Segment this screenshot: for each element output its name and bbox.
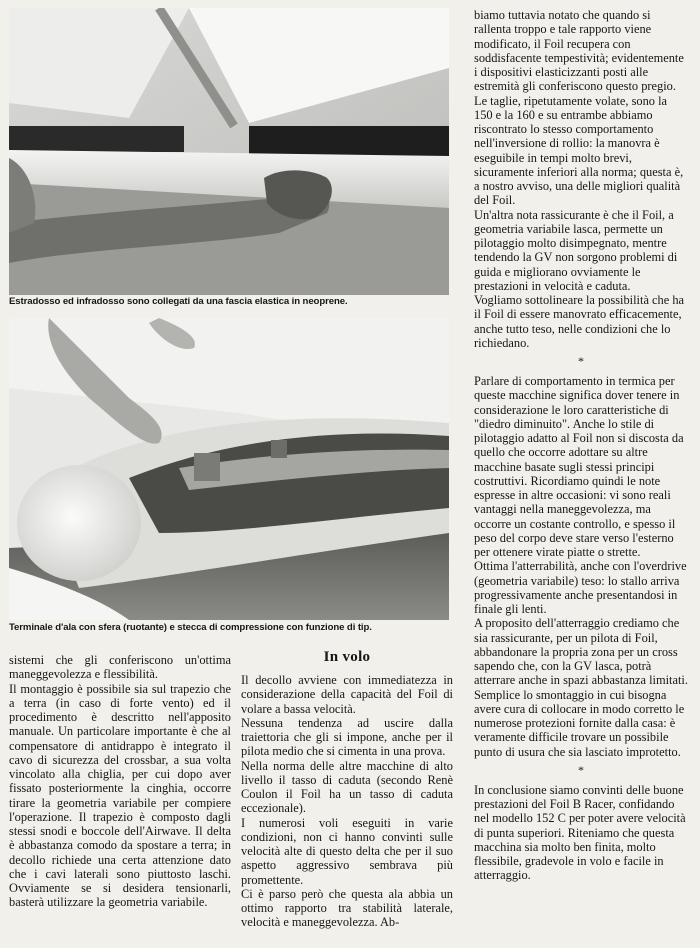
paragraph: Nella norma delle altre macchine di alto livello il tasso di caduta (secondo Renè Coulon il Foil ha un tasso di caduta eccezionale). (241, 758, 453, 816)
section-separator: * (578, 354, 584, 368)
photo-wing-tip-sphere (9, 318, 449, 620)
paragraph: A proposito dell'atterraggio crediamo che sia rassicurante, per un pilota di Foil, abbandonare la propria zona per un cross sapendo che, con la GV lasca, potrà atterrare anche in spazi abbastanza limitati. (474, 616, 688, 688)
section-heading: In volo (323, 649, 371, 665)
text-column-1 (9, 653, 231, 910)
text-column-2 (241, 648, 453, 930)
paragraph: In conclusione siamo convinti delle buone prestazioni del Foil B Racer, confidando nel modello 152 C per poter avere velocità di punta superiori. Riteniamo che questa macchina sia molto ben finita, molto flessibile, gradevole in volo e facile in atterraggio. (474, 782, 686, 883)
photo-caption-1: Estradosso ed infradosso sono collegati da una fascia elastica in neoprene. (9, 296, 348, 307)
paragraph: Nessuna tendenza ad uscire dalla traiettoria che gli si impone, anche per il pilota medio che si cimenta in una prova. (241, 715, 453, 759)
photo-caption-2: Terminale d'ala con sfera (ruotante) e stecca di compressione con funzione di tip. (9, 622, 372, 633)
paragraph: Le taglie, ripetutamente volate, sono la 150 e la 160 e su entrambe abbiamo riscontrato lo stesso comportamento nell'inversione di rollio: la manovra è eseguibile in tempi molto brevi, sicuramente inferiori alla norma; questa è, a nostro avviso, una delle migliori qualità del Foil. (474, 93, 684, 208)
paragraph: biamo tuttavia notato che quando si rallenta troppo e tale rapporto viene modificato, il Foil recupera con soddisfacente tempestività; evidentemente i dispositivi elasticizzanti posti alle estremità gli conferiscono questo pregio. (474, 8, 684, 94)
paragraph: Ci è parso però che questa ala abbia un ottimo rapporto tra stabilità laterale, velocità e maneggevolezza. Ab- (241, 886, 453, 930)
paragraph: Un'altra nota rassicurante è che il Foil, a geometria variabile lasca, permette un pilotaggio molto disimpegnato, mentre tendendo la GV non sorgono problemi di guida e migliorano ovviamente le prestazioni in velocità e caduta. (474, 207, 678, 293)
paragraph: Semplice lo smontaggio in cui bisogna avere cura di collocare in modo corretto le numerose protezioni fornite dalla casa: è veramente difficile trovare un possibile punto di usura che sia lasciato improtetto. (474, 687, 685, 759)
paragraph: Vogliamo sottolineare la possibilità che ha il Foil di essere manovrato efficacemente, anche tutto teso, nelle condizioni che lo richiedano. (474, 293, 685, 350)
paragraph: Parlare di comportamento in termica per queste macchine significa dover tenere in considerazione le loro caratteristiche di "diedro diminuito". Anche lo stile di pilotaggio adatto al Foil non si discosta da quello che occorre adottare su altre macchine basate sugli stessi principi costruttivi. Ricordiamo quindi le note espresse in altre occasioni: vi sono reali vantaggi nella maneggevolezza, ma occorre un costante controllo, e spesso il peso del corpo deve stare verso l'esterno per ottenere virate piatte o strette. (474, 374, 684, 559)
section-separator: * (578, 762, 584, 777)
paragraph: sistemi che gli conferiscono un'ottima maneggevolezza e flessibilità. (9, 653, 231, 682)
text-column-3 (474, 8, 688, 883)
paragraph: Ottima l'atterrabilità, anche con l'overdrive (geometria variabile) teso: lo stallo arriva progressivamente anche presentandosi in finale gli lenti. (474, 559, 687, 616)
paragraph: Il montaggio è possibile sia sul trapezio che a terra (in caso di forte vento) ed il procedimento è descritto nell'apposito manuale. Un particolare importante è che al compensatore di antidrappo è integrato il cavo di sicurezza del crossbar, a sua volta vincolato alla chiglia, per cui dopo aver fissato posteriormente la cinghia, occorre tirare la geometria variabile per compiere l'operazione. Il trapezio è composto dagli stessi snodi e boccole dell'Airwave. Il delta è abbastanza comodo da spostare a terra; in decollo richiede una certa attenzione dato che i cavi laterali sono piuttosto laschi. Ovviamente se si desidera tensionarli, basterà utilizzare la geometria variabile. (9, 681, 231, 910)
paragraph: Il decollo avviene con immediatezza in considerazione della capacità del Foil di volare a bassa velocità. (241, 673, 453, 716)
photo-wing-neoprene-band (9, 8, 449, 295)
paragraph: I numerosi voli eseguiti in varie condizioni, non ci hanno convinti sulle velocità alte di questo delta che per il suo aspetto aggressivo sembrava più promettente. (241, 815, 453, 887)
